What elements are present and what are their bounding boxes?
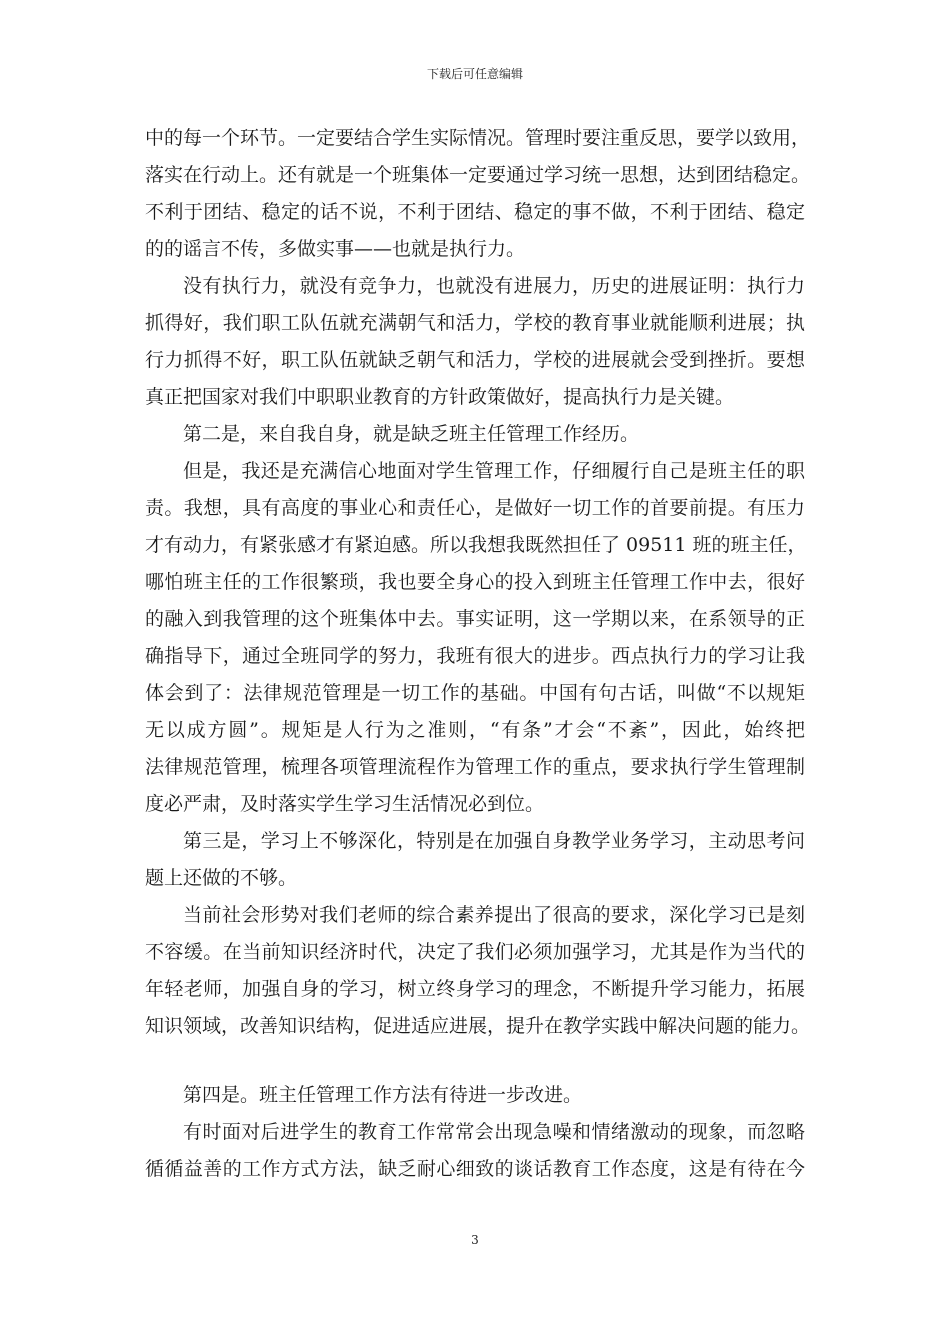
paragraph-8-line-2: 循循益善的工作方式方法，缺乏耐心细致的谈话教育工作态度，这是有待在今 (145, 1158, 805, 1180)
paragraph-2-line-4: 真正把国家对我们中职职业教育的方针政策做好，提高执行力是关键。 (145, 386, 735, 408)
paragraph-2-line-1: 没有执行力，就没有竞争力，也就没有进展力，历史的进展证明：执行力 (183, 275, 805, 297)
paragraph-4-line-6: 确指导下，通过全班同学的努力，我班有很大的进步。西点执行力的学习让我 (145, 645, 805, 667)
paragraph-4-line-5: 的融入到我管理的这个班集体中去。事实证明，这一学期以来，在系领导的正 (145, 608, 805, 630)
paragraph-1-line-2: 落实在行动上。还有就是一个班集体一定要通过学习统一思想，达到团结稳定。 (145, 164, 811, 186)
paragraph-4-line-4: 哪怕班主任的工作很繁琐，我也要全身心的投入到班主任管理工作中去，很好 (145, 571, 805, 593)
paragraph-6-line-4: 知识领域，改善知识结构，促进适应进展，提升在教学实践中解决问题的能力。 (145, 1015, 811, 1037)
paragraph-4-line-3: 才有动力，有紧张感才有紧迫感。所以我想我既然担任了 09511 班的班主任， (145, 534, 807, 556)
paragraph-2-line-2: 抓得好，我们职工队伍就充满朝气和活力，学校的教育事业就能顺利进展；执 (145, 312, 805, 334)
document-body (145, 120, 811, 1188)
paragraph-5-line-2: 题上还做的不够。 (145, 867, 298, 889)
blank-line (145, 1045, 805, 1077)
paragraph-4-line-2: 责。我想，具有高度的事业心和责任心，是做好一切工作的首要前提。有压力 (145, 497, 805, 519)
paragraph-6-line-2: 不容缓。在当前知识经济时代，决定了我们必须加强学习，尤其是作为当代的 (145, 941, 805, 963)
paragraph-7-line-1: 第四是。班主任管理工作方法有待进一步改进。 (183, 1084, 583, 1106)
paragraph-1-line-1: 中的每一个环节。一定要结合学生实际情况。管理时要注重反思，要学以致用， (145, 127, 811, 149)
paragraph-8-line-1: 有时面对后进学生的教育工作常常会出现急噪和情绪激动的现象，而忽略 (183, 1121, 805, 1143)
paragraph-4-line-1: 但是，我还是充满信心地面对学生管理工作，仔细履行自己是班主任的职 (183, 460, 805, 482)
page-header: 下载后可任意编辑 (426, 67, 523, 81)
paragraph-2-line-3: 行力抓得不好，职工队伍就缺乏朝气和活力，学校的进展就会受到挫折。要想 (145, 349, 805, 371)
paragraph-4-line-9: 法律规范管理，梳理各项管理流程作为管理工作的重点，要求执行学生管理制 (145, 756, 805, 778)
paragraph-4-line-7: 体会到了：法律规范管理是一切工作的基础。中国有句古话，叫做“不以规矩 (145, 682, 805, 704)
paragraph-5-line-1: 第三是，学习上不够深化，特别是在加强自身教学业务学习，主动思考问 (183, 830, 805, 852)
paragraph-4-line-10: 度必严肃，及时落实学生学习生活情况必到位。 (145, 793, 545, 815)
paragraph-1-line-3: 不利于团结、稳定的话不说，不利于团结、稳定的事不做，不利于团结、稳定 (145, 201, 805, 223)
paragraph-1-line-4: 的的谣言不传，多做实事——也就是执行力。 (145, 238, 526, 260)
page-number: 3 (471, 1233, 479, 1247)
paragraph-6-line-1: 当前社会形势对我们老师的综合素养提出了很高的要求，深化学习已是刻 (183, 904, 805, 926)
paragraph-6-line-3: 年轻老师，加强自身的学习，树立终身学习的理念，不断提升学习能力，拓展 (145, 978, 805, 1000)
paragraph-3-line-1: 第二是，来自我自身，就是缺乏班主任管理工作经历。 (183, 423, 640, 445)
paragraph-4-line-8: 无以成方圆”。规矩是人行为之准则，“有条”才会“不紊”，因此，始终把 (145, 719, 805, 741)
